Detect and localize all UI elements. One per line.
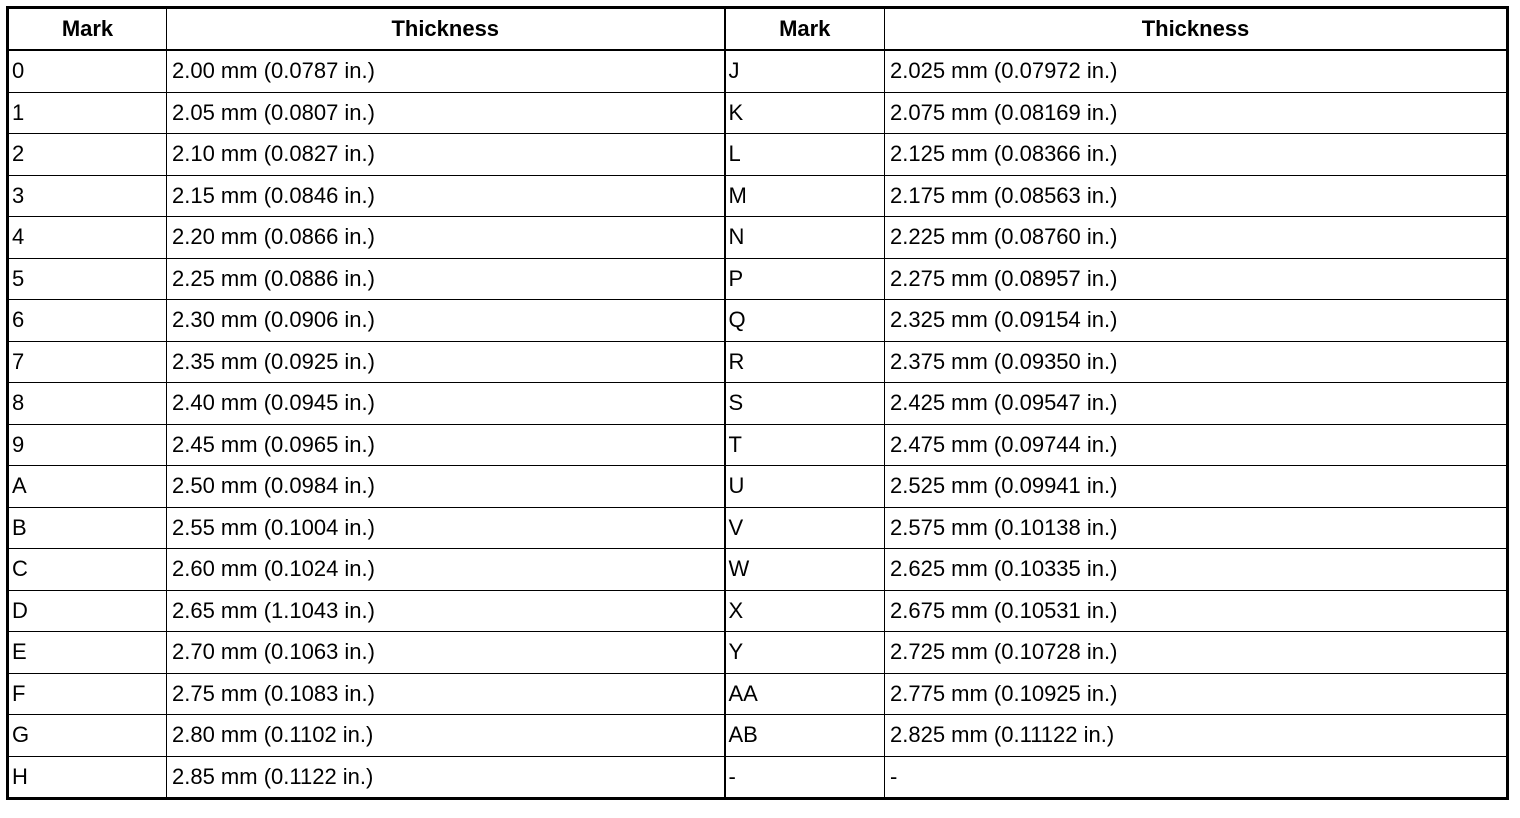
table-row xyxy=(8,715,1508,757)
header-mark-right: Mark xyxy=(725,8,885,51)
header-thickness-right: Thickness xyxy=(885,8,1508,51)
thickness-right-cell: 2.775 mm (0.10925 in.) xyxy=(885,673,1508,715)
thickness-left-cell: 2.65 mm (1.1043 in.) xyxy=(167,590,725,632)
mark-right-cell: AA xyxy=(725,673,885,715)
thickness-left-cell: 2.45 mm (0.0965 in.) xyxy=(167,424,725,466)
table-row xyxy=(8,549,1508,591)
thickness-right-cell: 2.625 mm (0.10335 in.) xyxy=(885,549,1508,591)
thickness-right-cell: 2.025 mm (0.07972 in.) xyxy=(885,50,1508,92)
mark-left-cell: E xyxy=(8,632,167,674)
table-row xyxy=(8,632,1508,674)
mark-right-cell: Y xyxy=(725,632,885,674)
thickness-left-cell: 2.55 mm (0.1004 in.) xyxy=(167,507,725,549)
mark-left-cell: G xyxy=(8,715,167,757)
thickness-right-cell: 2.825 mm (0.11122 in.) xyxy=(885,715,1508,757)
table-row xyxy=(8,383,1508,425)
mark-right-cell: X xyxy=(725,590,885,632)
mark-left-cell: 9 xyxy=(8,424,167,466)
table-row xyxy=(8,217,1508,259)
thickness-left-cell: 2.60 mm (0.1024 in.) xyxy=(167,549,725,591)
table-body xyxy=(8,50,1508,799)
mark-right-cell: S xyxy=(725,383,885,425)
thickness-left-cell: 2.20 mm (0.0866 in.) xyxy=(167,217,725,259)
mark-left-cell: B xyxy=(8,507,167,549)
table-row xyxy=(8,341,1508,383)
mark-left-cell: 1 xyxy=(8,92,167,134)
thickness-right-cell: 2.325 mm (0.09154 in.) xyxy=(885,300,1508,342)
table-row xyxy=(8,756,1508,799)
thickness-left-cell: 2.30 mm (0.0906 in.) xyxy=(167,300,725,342)
thickness-right-cell: 2.425 mm (0.09547 in.) xyxy=(885,383,1508,425)
table-row xyxy=(8,300,1508,342)
mark-left-cell: A xyxy=(8,466,167,508)
table-row xyxy=(8,175,1508,217)
thickness-right-cell: 2.375 mm (0.09350 in.) xyxy=(885,341,1508,383)
header-mark-left: Mark xyxy=(8,8,167,51)
table-row xyxy=(8,673,1508,715)
mark-left-cell: 5 xyxy=(8,258,167,300)
table-header xyxy=(8,8,1508,51)
thickness-right-cell: 2.725 mm (0.10728 in.) xyxy=(885,632,1508,674)
thickness-right-cell: 2.675 mm (0.10531 in.) xyxy=(885,590,1508,632)
thickness-left-cell: 2.35 mm (0.0925 in.) xyxy=(167,341,725,383)
thickness-left-cell: 2.25 mm (0.0886 in.) xyxy=(167,258,725,300)
thickness-left-cell: 2.05 mm (0.0807 in.) xyxy=(167,92,725,134)
mark-right-cell: R xyxy=(725,341,885,383)
mark-right-cell: L xyxy=(725,134,885,176)
thickness-left-cell: 2.75 mm (0.1083 in.) xyxy=(167,673,725,715)
thickness-right-cell: - xyxy=(885,756,1508,799)
mark-left-cell: 2 xyxy=(8,134,167,176)
thickness-right-cell: 2.575 mm (0.10138 in.) xyxy=(885,507,1508,549)
mark-left-cell: H xyxy=(8,756,167,799)
mark-right-cell: T xyxy=(725,424,885,466)
header-thickness-left: Thickness xyxy=(167,8,725,51)
table-row xyxy=(8,258,1508,300)
thickness-right-cell: 2.075 mm (0.08169 in.) xyxy=(885,92,1508,134)
thickness-left-cell: 2.00 mm (0.0787 in.) xyxy=(167,50,725,92)
mark-right-cell: P xyxy=(725,258,885,300)
thickness-table xyxy=(6,6,1509,800)
mark-right-cell: AB xyxy=(725,715,885,757)
table-row xyxy=(8,134,1508,176)
thickness-left-cell: 2.15 mm (0.0846 in.) xyxy=(167,175,725,217)
thickness-left-cell: 2.80 mm (0.1102 in.) xyxy=(167,715,725,757)
mark-right-cell: U xyxy=(725,466,885,508)
mark-left-cell: 6 xyxy=(8,300,167,342)
mark-right-cell: - xyxy=(725,756,885,799)
table-row xyxy=(8,466,1508,508)
mark-right-cell: M xyxy=(725,175,885,217)
mark-left-cell: 7 xyxy=(8,341,167,383)
mark-left-cell: 3 xyxy=(8,175,167,217)
thickness-right-cell: 2.225 mm (0.08760 in.) xyxy=(885,217,1508,259)
mark-left-cell: 8 xyxy=(8,383,167,425)
mark-left-cell: D xyxy=(8,590,167,632)
table-row xyxy=(8,507,1508,549)
thickness-right-cell: 2.175 mm (0.08563 in.) xyxy=(885,175,1508,217)
table-row xyxy=(8,590,1508,632)
mark-left-cell: C xyxy=(8,549,167,591)
thickness-left-cell: 2.50 mm (0.0984 in.) xyxy=(167,466,725,508)
mark-right-cell: Q xyxy=(725,300,885,342)
thickness-left-cell: 2.40 mm (0.0945 in.) xyxy=(167,383,725,425)
header-row xyxy=(8,8,1508,51)
thickness-right-cell: 2.475 mm (0.09744 in.) xyxy=(885,424,1508,466)
thickness-left-cell: 2.10 mm (0.0827 in.) xyxy=(167,134,725,176)
thickness-right-cell: 2.525 mm (0.09941 in.) xyxy=(885,466,1508,508)
table-row xyxy=(8,50,1508,92)
thickness-right-cell: 2.125 mm (0.08366 in.) xyxy=(885,134,1508,176)
thickness-right-cell: 2.275 mm (0.08957 in.) xyxy=(885,258,1508,300)
mark-right-cell: J xyxy=(725,50,885,92)
mark-left-cell: 0 xyxy=(8,50,167,92)
thickness-left-cell: 2.85 mm (0.1122 in.) xyxy=(167,756,725,799)
mark-right-cell: W xyxy=(725,549,885,591)
mark-left-cell: F xyxy=(8,673,167,715)
thickness-left-cell: 2.70 mm (0.1063 in.) xyxy=(167,632,725,674)
mark-right-cell: K xyxy=(725,92,885,134)
table-row xyxy=(8,424,1508,466)
mark-left-cell: 4 xyxy=(8,217,167,259)
table-row xyxy=(8,92,1508,134)
mark-right-cell: N xyxy=(725,217,885,259)
mark-right-cell: V xyxy=(725,507,885,549)
